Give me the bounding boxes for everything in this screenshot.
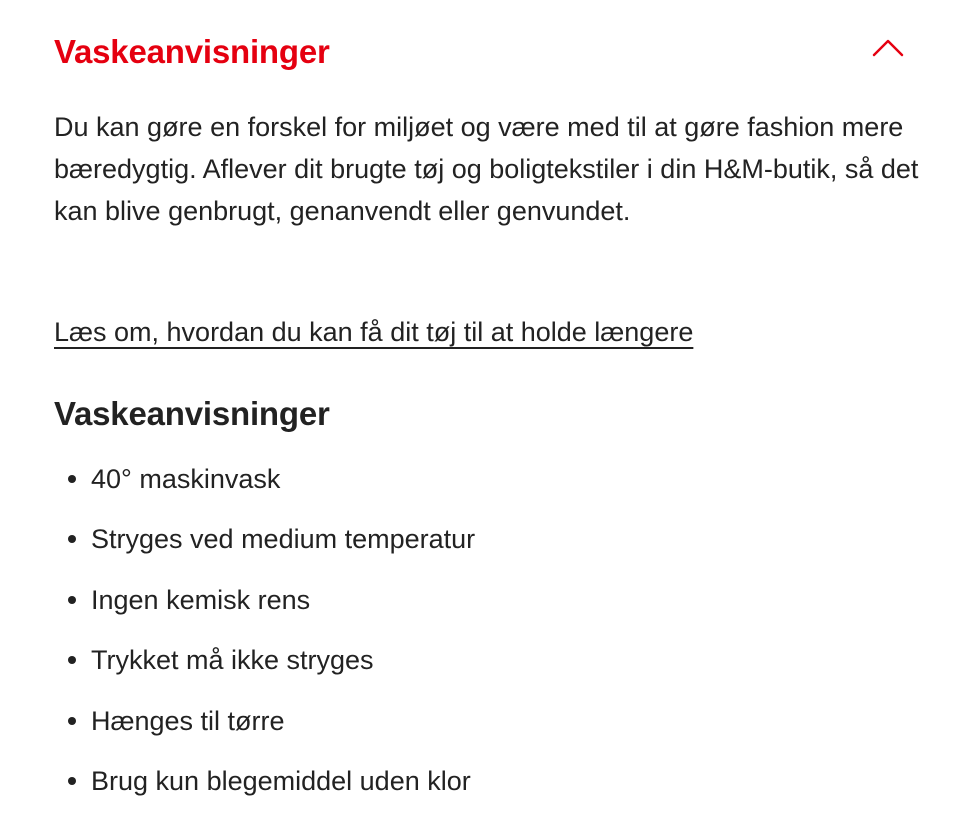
bullet-icon	[68, 656, 76, 664]
list-item	[54, 760, 914, 820]
care-instruction-text: Ingen kemisk rens	[91, 584, 311, 615]
sustainability-description: Du kan gøre en forskel for miljøet og være med til at gøre fashion mere bæredygtig. Aflever dit brugte tøj og boligtekstiler i din H&M-butik, så det kan blive genbrugt, genanvendt eller genvundet.	[54, 112, 919, 226]
care-instructions-list	[54, 458, 914, 820]
bullet-icon	[68, 717, 76, 725]
care-instruction-text: Hænges til tørre	[91, 705, 285, 736]
bullet-icon	[68, 475, 76, 483]
accordion-header[interactable]	[0, 0, 960, 104]
bullet-icon	[68, 535, 76, 543]
bullet-icon	[68, 596, 76, 604]
care-instruction-text: 40° maskinvask	[91, 464, 281, 494]
list-item	[54, 700, 914, 760]
list-item	[54, 639, 914, 699]
chevron-up-icon[interactable]	[870, 34, 906, 60]
care-instruction-text: Brug kun blegemiddel uden klor	[91, 765, 471, 796]
garment-care-link[interactable]: Læs om, hvordan du kan få dit tøj til at holde længere	[54, 317, 694, 347]
bullet-icon	[68, 777, 76, 785]
list-item	[54, 579, 914, 639]
list-item	[54, 518, 914, 578]
care-instruction-text: Trykket må ikke stryges	[91, 645, 374, 676]
list-item	[54, 458, 914, 518]
accordion-title[interactable]: Vaskeanvisninger	[54, 33, 330, 70]
care-instructions-heading: Vaskeanvisninger	[54, 395, 330, 432]
care-instruction-text: Stryges ved medium temperatur	[91, 524, 476, 555]
